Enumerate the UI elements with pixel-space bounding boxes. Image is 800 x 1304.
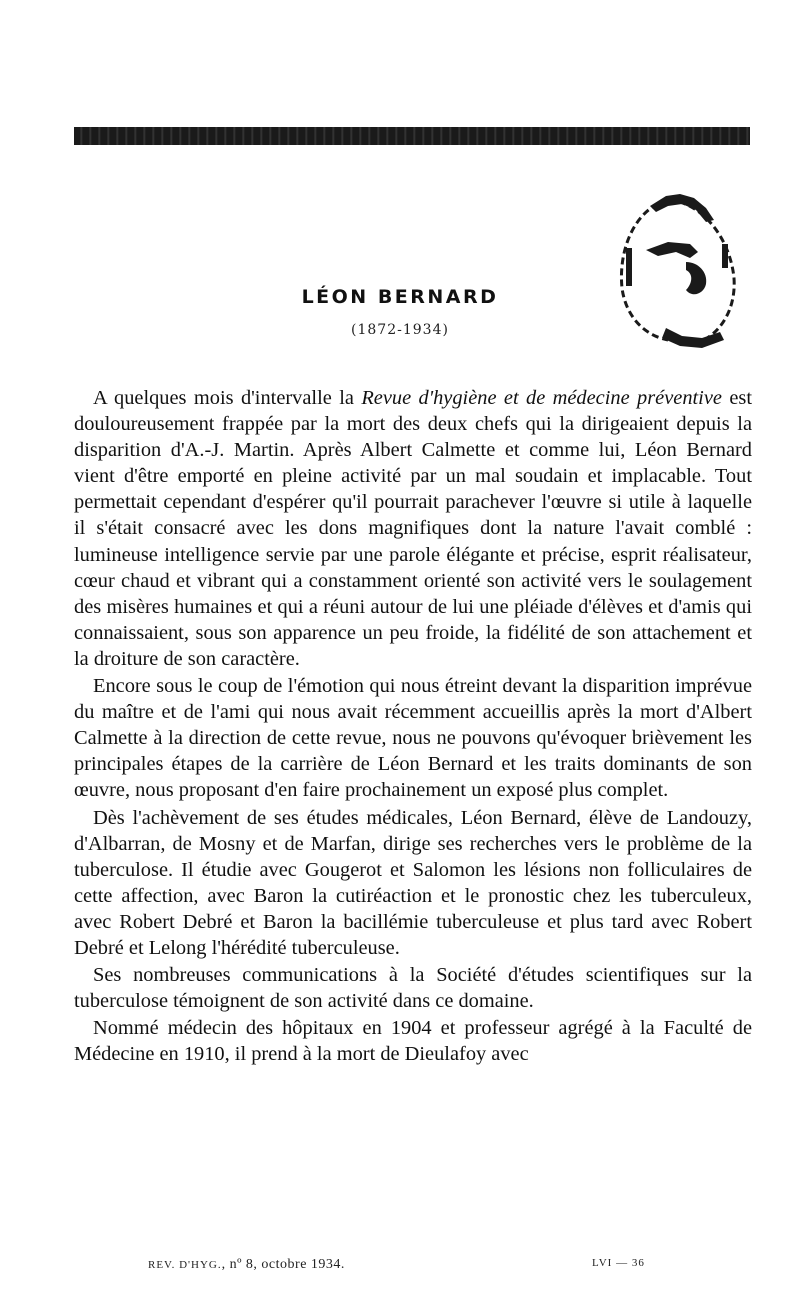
article-years: (1872-1934) xyxy=(351,322,449,338)
footer-citation xyxy=(148,1257,345,1273)
paragraph-1-intro: A quelques mois d'intervalle la xyxy=(93,387,362,409)
top-decorative-rule xyxy=(74,127,750,145)
paragraph-5: Nommé médecin des hôpitaux en 1904 et professeur agrégé à la Faculté de Médecine en 1910, il prend à la mort de Dieulafoy avec xyxy=(74,1017,752,1066)
footer-journal: REV. D'HYG. xyxy=(148,1259,222,1271)
journal-name-italic: Revue d'hygiène et de médecine préventive xyxy=(361,387,722,409)
article-body xyxy=(74,385,752,1067)
paragraph-3: Dès l'achèvement de ses études médicales, Léon Bernard, élève de Landouzy, d'Albarran, de Mosny et de Marfan, dirige ses recherches vers le problème de la tuberculose. Il étudie avec Gougerot et Salomon les lésions non folliculaires de cette affection, avec Baron la cutiréaction et le pronostic chez les tuberculeux, avec Robert Debré et Baron la bacillémie tuberculeuse et plus tard avec Robert Debré et Lelong l'hérédité tuberculeuse. xyxy=(74,806,752,959)
footer-issue: , nº 8, octobre 1934. xyxy=(221,1257,345,1272)
article-title: LÉON BERNARD xyxy=(301,286,499,308)
paragraph-1-text: est douloureusement frappée par la mort des deux chefs qui la dirigeaient depuis la disparition d'A.-J. Martin. Après Albert Calmette et comme lui, Léon Bernard vient d'être emporté en pleine activité par un mal soudain et implacable. Tout permettait cependant d'espérer qu'il pourrait parachever l'œuvre si utile à laquelle il s'était consacré avec les dons magnifiques dont la nature l'avait comblé : lumineuse intelligence servie par une parole élégante et précise, esprit réalisateur, cœur chaud et vibrant qui a constamment orienté son activité vers le soulagement des misères humaines et qui a réuni autour de lui une pléiade d'élèves et d'amis qui connaissaient, sous son apparence un peu froide, la fidélité de son attachement et la droiture de son caractère. xyxy=(74,387,753,670)
paragraph-2: Encore sous le coup de l'émotion qui nous étreint devant la disparition imprévue du maître et de l'ami qui nous avait récemment accueillis après la mort d'Albert Calmette à la direction de cette revue, nous ne pouvons qu'évoquer brièvement les principales étapes de la carrière de Léon Bernard et les traits dominants de son œuvre, nous proposant d'en faire prochainement un exposé plus complet. xyxy=(74,675,752,802)
paragraph-4: Ses nombreuses communications à la Société d'études scientifiques sur la tuberculose témoignent de son activité dans ce domaine. xyxy=(74,964,752,1013)
footer-page-ref: LVI — 36 xyxy=(592,1257,645,1269)
paragraph-1 xyxy=(74,385,752,672)
